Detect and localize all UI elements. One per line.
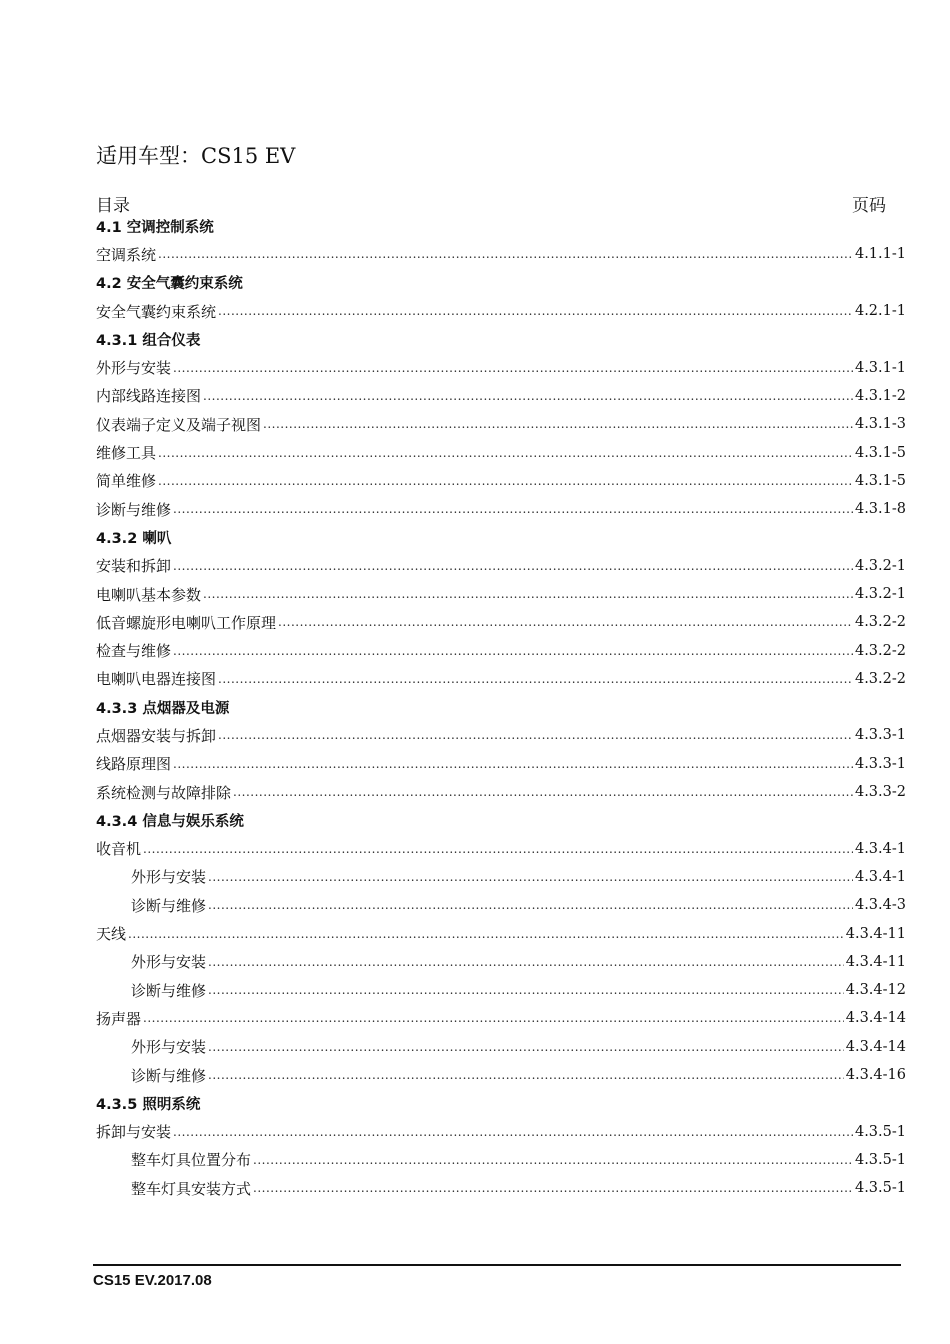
toc-header-contents: 目录 xyxy=(96,196,130,216)
toc-entry-label: 外形与安装 xyxy=(131,868,207,887)
toc-entry-label: 安装和拆卸 xyxy=(96,557,172,576)
toc-entry[interactable] xyxy=(96,552,906,580)
toc-entry-label: 检查与维修 xyxy=(96,642,172,661)
dot-leader xyxy=(143,842,853,856)
toc-section-heading xyxy=(96,269,906,297)
dot-leader xyxy=(208,983,844,997)
toc-entry-label: 4.2 安全气囊约束系统 xyxy=(96,276,243,293)
toc-entry[interactable] xyxy=(96,835,906,863)
footer-text: CS15 EV.2017.08 xyxy=(93,1272,212,1289)
toc-entry-page: 4.3.1-5 xyxy=(854,444,906,461)
toc-entry-page: 4.3.4-1 xyxy=(854,868,906,885)
toc-entry-label: 天线 xyxy=(96,925,127,944)
toc-entry-label: 电喇叭电器连接图 xyxy=(96,670,217,689)
toc-section-heading xyxy=(96,806,906,834)
toc-entry-page: 4.3.1-5 xyxy=(854,472,906,489)
toc-entry-label: 内部线路连接图 xyxy=(96,387,202,406)
toc-entry-page: 4.3.3-1 xyxy=(854,755,906,772)
toc-entry-page: 4.3.4-14 xyxy=(845,1010,906,1027)
toc-entry[interactable] xyxy=(96,1118,906,1146)
toc-entry[interactable] xyxy=(96,891,906,919)
toc-entry-page: 4.3.3-2 xyxy=(854,784,906,801)
dot-leader xyxy=(173,757,853,771)
toc-entry-page: 4.3.4-16 xyxy=(845,1067,906,1084)
toc-entry[interactable] xyxy=(96,1033,906,1061)
dot-leader xyxy=(158,474,853,488)
toc-entry-label: 整车灯具位置分布 xyxy=(131,1151,252,1170)
toc-entry[interactable] xyxy=(96,467,906,495)
toc-entry-label: 诊断与维修 xyxy=(131,981,207,1000)
toc-section-heading xyxy=(96,325,906,353)
dot-leader xyxy=(208,1040,844,1054)
toc-entry[interactable] xyxy=(96,665,906,693)
toc-entry-page: 4.3.1-8 xyxy=(854,501,906,518)
dot-leader xyxy=(158,247,853,261)
toc-entry-page: 4.3.3-1 xyxy=(854,727,906,744)
dot-leader xyxy=(203,389,853,403)
toc-entry[interactable] xyxy=(96,1004,906,1032)
toc-entry[interactable] xyxy=(96,948,906,976)
toc-section-heading xyxy=(96,693,906,721)
footer-divider xyxy=(93,1264,901,1266)
dot-leader xyxy=(278,615,853,629)
toc-entry[interactable] xyxy=(96,1146,906,1174)
toc-entry-label: 低音螺旋形电喇叭工作原理 xyxy=(96,613,277,632)
toc-entry-page: 4.3.2-1 xyxy=(854,586,906,602)
toc-section-heading xyxy=(96,523,906,551)
toc-entry-label: 整车灯具安装方式 xyxy=(131,1179,252,1198)
toc-entry-page: 4.3.2-2 xyxy=(854,670,906,687)
toc-entry-page: 4.3.5-1 xyxy=(854,1180,906,1197)
dot-leader xyxy=(218,672,853,686)
toc-entry-label: 收音机 xyxy=(96,840,142,859)
toc-entry-label: 4.3.4 信息与娱乐系统 xyxy=(96,813,244,830)
toc-entry-label: 系统检测与故障排除 xyxy=(96,783,232,802)
toc-entry-label: 4.1 空调控制系统 xyxy=(96,219,214,236)
toc-entry-label: 电喇叭基本参数 xyxy=(96,585,202,604)
toc-entry[interactable] xyxy=(96,495,906,523)
toc-entry-page: 4.3.4-1 xyxy=(854,840,906,857)
dot-leader xyxy=(173,644,853,658)
toc-entry-label: 4.3.1 组合仪表 xyxy=(96,332,201,349)
dot-leader xyxy=(173,1125,853,1139)
toc-entry-label: 安全气囊约束系统 xyxy=(96,302,217,321)
toc-entry-label: 诊断与维修 xyxy=(96,500,172,519)
toc-entry[interactable] xyxy=(96,863,906,891)
toc-entry-page: 4.3.4-11 xyxy=(845,953,906,970)
toc-entry-page: 4.3.2-2 xyxy=(854,614,906,631)
toc-entry-page: 4.3.1-3 xyxy=(854,416,906,433)
toc-entry-label: 4.3.2 喇叭 xyxy=(96,530,172,547)
toc-entry[interactable] xyxy=(96,297,906,325)
toc-entry-label: 仪表端子定义及端子视图 xyxy=(96,415,262,434)
dot-leader xyxy=(208,870,853,884)
toc-entry-label: 维修工具 xyxy=(96,444,157,463)
toc-entry-label: 外形与安装 xyxy=(96,359,172,378)
dot-leader xyxy=(203,587,853,601)
toc-entry-label: 诊断与维修 xyxy=(131,1066,207,1085)
toc-entry-page: 4.3.1-2 xyxy=(854,387,906,404)
toc-entry[interactable] xyxy=(96,1174,906,1202)
toc-entry[interactable] xyxy=(96,976,906,1004)
toc-entry-page: 4.3.2-1 xyxy=(854,557,906,574)
toc-entry[interactable] xyxy=(96,608,906,636)
page-title: 适用车型：CS15 EV xyxy=(96,144,296,168)
toc-entry-label: 扬声器 xyxy=(96,1009,142,1028)
toc-entry[interactable] xyxy=(96,580,906,608)
toc-entry-page: 4.3.4-11 xyxy=(845,925,906,942)
toc-entry[interactable] xyxy=(96,438,906,466)
table-of-contents xyxy=(96,212,906,1202)
dot-leader xyxy=(128,927,844,941)
toc-entry[interactable] xyxy=(96,778,906,806)
toc-entry-page: 4.3.5-1 xyxy=(854,1151,906,1168)
toc-entry-label: 4.3.5 照明系统 xyxy=(96,1096,201,1113)
toc-entry-label: 诊断与维修 xyxy=(131,896,207,915)
dot-leader xyxy=(143,1011,844,1025)
dot-leader xyxy=(218,728,853,742)
toc-entry-page: 4.3.5-1 xyxy=(854,1123,906,1140)
toc-section-heading xyxy=(96,1089,906,1117)
dot-leader xyxy=(263,417,853,431)
toc-entry-page: 4.3.4-3 xyxy=(854,897,906,914)
toc-entry-page: 4.3.4-14 xyxy=(845,1038,906,1055)
toc-entry[interactable] xyxy=(96,750,906,778)
toc-entry[interactable] xyxy=(96,353,906,381)
dot-leader xyxy=(233,785,853,799)
toc-entry[interactable] xyxy=(96,1061,906,1089)
toc-entry[interactable] xyxy=(96,240,906,268)
toc-entry-label: 外形与安装 xyxy=(131,953,207,972)
toc-entry-label: 拆卸与安装 xyxy=(96,1123,172,1142)
dot-leader xyxy=(208,1068,844,1082)
toc-header-page: 页码 xyxy=(852,196,886,216)
toc-entry-page: 4.3.1-1 xyxy=(854,359,906,376)
dot-leader xyxy=(173,502,853,516)
toc-entry[interactable] xyxy=(96,382,906,410)
dot-leader xyxy=(218,304,853,318)
toc-entry-label: 外形与安装 xyxy=(131,1038,207,1057)
dot-leader xyxy=(253,1181,853,1195)
toc-entry-label: 4.3.3 点烟器及电源 xyxy=(96,700,230,717)
toc-entry[interactable] xyxy=(96,636,906,664)
dot-leader xyxy=(173,559,853,573)
toc-entry-page: 4.3.4-12 xyxy=(845,982,906,999)
toc-entry-page: 4.3.2-2 xyxy=(854,642,906,659)
dot-leader xyxy=(158,446,853,460)
dot-leader xyxy=(253,1153,853,1167)
toc-entry-label: 空调系统 xyxy=(96,245,157,264)
toc-entry-page: 4.2.1-1 xyxy=(854,303,906,320)
toc-entry[interactable] xyxy=(96,721,906,749)
toc-entry-label: 简单维修 xyxy=(96,472,157,491)
toc-entry[interactable] xyxy=(96,410,906,438)
dot-leader xyxy=(208,898,853,912)
toc-entry-label: 线路原理图 xyxy=(96,755,172,774)
toc-entry[interactable] xyxy=(96,919,906,947)
dot-leader xyxy=(208,955,844,969)
toc-section-heading xyxy=(96,212,906,240)
toc-entry-label: 点烟器安装与拆卸 xyxy=(96,726,217,745)
toc-entry-page: 4.1.1-1 xyxy=(854,246,906,263)
dot-leader xyxy=(173,361,853,375)
